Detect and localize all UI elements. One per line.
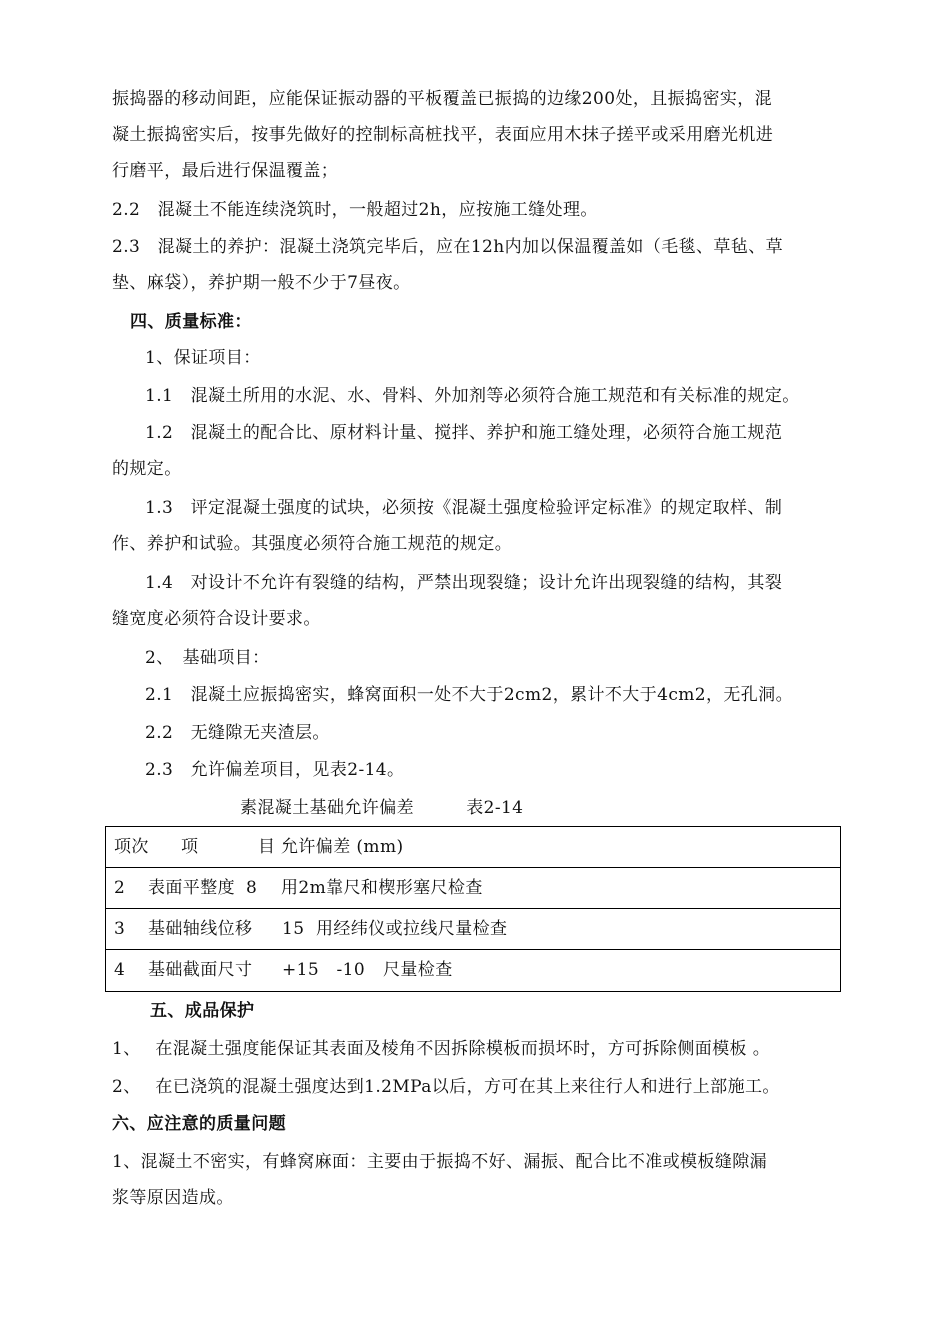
- paragraph-line: 振捣器的移动间距，应能保证振动器的平板覆盖已振捣的边缘200处，且振捣密实，混: [112, 89, 773, 109]
- paragraph-line: 2.3 允许偏差项目，见表2-14。: [145, 760, 405, 780]
- paragraph-line: 1、保证项目：: [145, 348, 261, 368]
- paragraph-line: 缝宽度必须符合设计要求。: [112, 609, 321, 629]
- table-cell: 基础截面尺寸: [148, 960, 253, 980]
- section-heading: 五、成品保护: [150, 1001, 255, 1021]
- section-heading: 六、应注意的质量问题: [112, 1114, 286, 1134]
- table-header-row: [106, 827, 840, 868]
- table-header-cell: 项次: [114, 837, 149, 857]
- paragraph-line: 2.1 混凝土应振捣密实，蜂窝面积一处不大于2cm2，累计不大于4cm2，无孔洞。: [145, 685, 793, 705]
- paragraph-line: 2.2 混凝土不能连续浇筑时，一般超过2h，应按施工缝处理。: [112, 200, 598, 220]
- paragraph-line: 1.4 对设计不允许有裂缝的结构，严禁出现裂缝；设计允许出现裂缝的结构，其裂: [145, 573, 783, 593]
- section-heading: 四、质量标准：: [130, 312, 252, 332]
- table-cell: 8: [246, 878, 258, 898]
- paragraph-line: 浆等原因造成。: [112, 1188, 234, 1208]
- table-row: [106, 868, 840, 909]
- paragraph-line: 1.2 混凝土的配合比、原材料计量、搅拌、养护和施工缝处理，必须符合施工规范: [145, 423, 783, 443]
- table-cell: 基础轴线位移: [148, 919, 253, 939]
- table-cell: 尺量检查: [383, 960, 453, 980]
- table-cell: 表面平整度: [148, 878, 235, 898]
- paragraph-line: 2.3 混凝土的养护：混凝土浇筑完毕后，应在12h内加以保温覆盖如（毛毯、草毡、草: [112, 237, 784, 257]
- paragraph-line: 行磨平，最后进行保温覆盖；: [112, 161, 339, 181]
- paragraph-line: 1、 在混凝土强度能保证其表面及棱角不因拆除模板而损坏时，方可拆除侧面模板 。: [112, 1039, 771, 1059]
- table-row: [106, 909, 840, 950]
- paragraph-line: 1.1 混凝土所用的水泥、水、骨料、外加剂等必须符合施工规范和有关标准的规定。: [145, 386, 800, 406]
- paragraph-line: 作、养护和试验。其强度必须符合施工规范的规定。: [112, 534, 513, 554]
- table-header-cell: 项: [181, 837, 199, 857]
- paragraph-line: 的规定。: [112, 459, 182, 479]
- table-cell: +15 -10: [282, 960, 366, 980]
- table-header-cell: 目: [258, 837, 276, 857]
- table-cell: 2: [114, 878, 126, 898]
- table-caption: 素混凝土基础允许偏差 表2-14: [240, 798, 524, 818]
- paragraph-line: 凝土振捣密实后，按事先做好的控制标高桩找平，表面应用木抹子搓平或采用磨光机进: [112, 125, 774, 145]
- table-header-cell: 允许偏差 (mm): [281, 837, 404, 857]
- table-cell: 15: [282, 919, 305, 939]
- paragraph-line: 2、 在已浇筑的混凝土强度达到1.2MPa以后，方可在其上来往行人和进行上部施工。: [112, 1077, 780, 1097]
- tolerance-table: [105, 826, 841, 992]
- paragraph-line: 1、混凝土不密实，有蜂窝麻面：主要由于振捣不好、漏振、配合比不准或模板缝隙漏: [112, 1152, 768, 1172]
- paragraph-line: 1.3 评定混凝土强度的试块，必须按《混凝土强度检验评定标准》的规定取样、制: [145, 498, 783, 518]
- table-cell: 用2m靠尺和楔形塞尺检查: [281, 878, 483, 898]
- table-cell: 4: [114, 960, 126, 980]
- table-cell: 用经纬仪或拉线尺量检查: [316, 919, 508, 939]
- table-cell: 3: [114, 919, 126, 939]
- table-row: [106, 950, 840, 991]
- paragraph-line: 2、 基础项目：: [145, 648, 270, 668]
- paragraph-line: 2.2 无缝隙无夹渣层。: [145, 723, 330, 743]
- paragraph-line: 垫、麻袋），养护期一般不少于7昼夜。: [112, 273, 411, 293]
